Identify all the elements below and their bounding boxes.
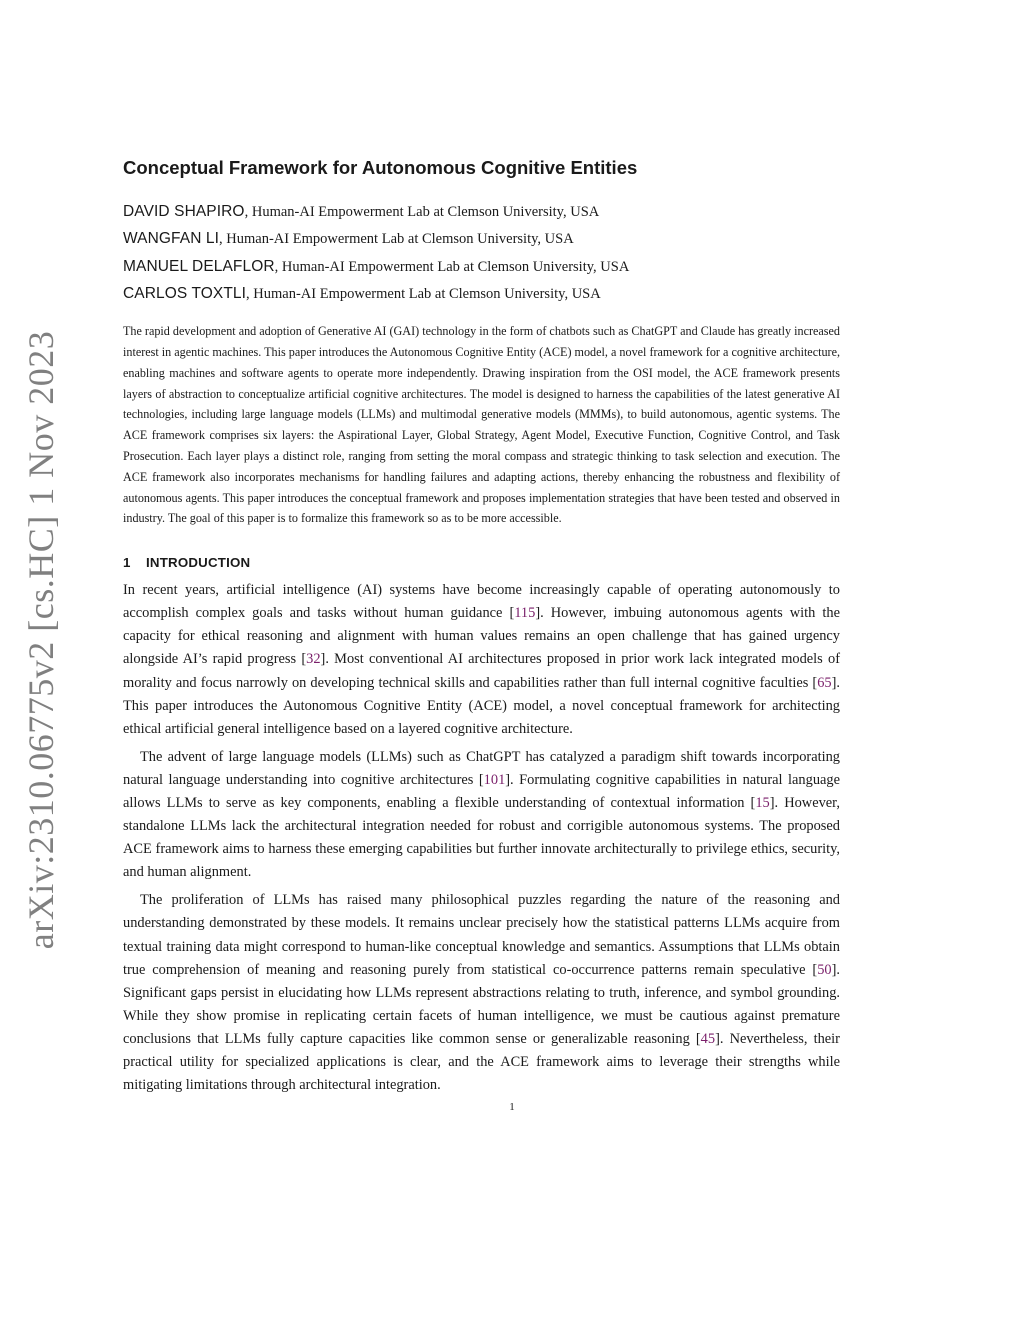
- author-name: CARLOS TOXTLI: [123, 284, 247, 302]
- author-entry: DAVID SHAPIRO, Human-AI Empowerment Lab at Clemson University, USA: [123, 203, 600, 220]
- citation-link[interactable]: 45: [700, 1030, 716, 1047]
- introduction-body: [123, 579, 840, 1097]
- citation-link[interactable]: 50: [817, 961, 832, 978]
- arxiv-identifier-stamp: arXiv:2310.06775v2 [cs.HC] 1 Nov 2023: [21, 330, 61, 950]
- author-entry: MANUEL DELAFLOR, Human-AI Empowerment Lab at Clemson University, USA: [123, 257, 630, 275]
- paragraph: In recent years, artificial intelligence (AI) systems have become increasingly capable of operating autonomously to accomplish complex goals and tasks without human guidance [115]. However, imbuing autonomous agents with the capacity for ethical reasoning and alignment with human values remains an open challenge that has gained urgency alongside AI’s rapid progress [32]. Most conventional AI architectures proposed in prior work lack integrated models of morality and focus narrowly on developing technical skills and capabilities rather than full internal cognitive faculties [65]. This paper introduces the Autonomous Cognitive Entity (ACE) model, a novel conceptual framework for architecting ethical artificial general intelligence based on a layered cognitive architecture.: [123, 582, 840, 737]
- author-entry: WANGFAN LI, Human-AI Empowerment Lab at Clemson University, USA: [123, 230, 574, 248]
- author-list: [123, 198, 840, 307]
- paragraph: The advent of large language models (LLMs) such as ChatGPT has catalyzed a paradigm shift towards incorporating natural language understanding into cognitive architectures [101]. Formulating cognitive capabilities in natural language allows LLMs to serve as key components, enabling a flexible understanding of contextual information [15]. However, standalone LLMs lack the architectural integration needed for robust and corrigible autonomous systems. The proposed ACE framework aims to harness these emerging capabilities but further innovate architecturally to privilege ethics, security, and human alignment.: [123, 748, 840, 881]
- author-affiliation: Human-AI Empowerment Lab at Clemson University, USA: [281, 258, 630, 275]
- citation-link[interactable]: 115: [514, 605, 536, 622]
- author-name: DAVID SHAPIRO: [123, 203, 245, 220]
- author-affiliation: Human-AI Empowerment Lab at Clemson University, USA: [253, 285, 601, 302]
- abstract: The rapid development and adoption of Generative AI (GAI) technology in the form of chatbots such as ChatGPT and Claude has greatly increased interest in agentic machines. This paper introduces the Autonomous Cognitive Entity (ACE) model, a novel framework for a cognitive architecture, enabling machines and software agents to operate more independently. Drawing inspiration from the OSI model, the ACE framework presents layers of abstraction to conceptualize artificial cognitive architectures. The model is designed to harness the capabilities of the latest generative AI technologies, including large language models (LLMs) and multimodal generative models (MMMs), to build autonomous, agentic systems. The ACE framework comprises six layers: the Aspirational Layer, Global Strategy, Agent Model, Executive Function, Cognitive Control, and Task Prosecution. Each layer plays a distinct role, ranging from setting the moral compass and strategic thinking to task selection and execution. The ACE framework also incorporates mechanisms for handling failures and adapting actions, thereby enhancing the robustness and flexibility of autonomous agents. This paper introduces the conceptual framework and proposes implementation strategies that have been tested and observed in industry. The goal of this paper is to formalize this framework so as to be more accessible.: [123, 324, 840, 526]
- citation-link[interactable]: 32: [306, 651, 321, 668]
- paragraph: The proliferation of LLMs has raised many philosophical puzzles regarding the nature of the reasoning and understanding demonstrated by these models. It remains unclear precisely how the statistical patterns LLMs acquire from textual training data might correspond to human-like conceptual knowledge and semantics. Assumptions that LLMs obtain true comprehension of meaning and reasoning purely from statistical co-occurrence patterns remain speculative [50]. Significant gaps persist in elucidating how LLMs represent abstractions relating to truth, inference, and symbol grounding. While they show promise in replicating certain facets of human intelligence, we must be cautious against premature conclusions that LLMs fully capture capacities like common sense or generalizable reasoning [45]. Nevertheless, their practical utility for specialized applications is clear, and the ACE framework aims to leverage their strengths while mitigating limitations through architectural integration.: [123, 892, 840, 1094]
- section-heading-introduction: [123, 553, 840, 573]
- paper-title: Conceptual Framework for Autonomous Cognitive Entities: [123, 157, 638, 178]
- author-name: WANGFAN LI: [123, 230, 220, 248]
- author-entry: CARLOS TOXTLI, Human-AI Empowerment Lab at Clemson University, USA: [123, 284, 601, 302]
- page-number: 1: [509, 1101, 515, 1113]
- paper-page: [123, 150, 840, 1097]
- author-affiliation: Human-AI Empowerment Lab at Clemson University, USA: [226, 231, 574, 248]
- citation-link[interactable]: 101: [483, 771, 506, 788]
- citation-link[interactable]: 15: [755, 795, 770, 811]
- section-number: 1: [123, 555, 131, 571]
- citation-link[interactable]: 65: [817, 674, 832, 691]
- section-title: INTRODUCTION: [146, 555, 251, 571]
- author-affiliation: Human-AI Empowerment Lab at Clemson University, USA: [251, 204, 600, 220]
- author-name: MANUEL DELAFLOR: [123, 257, 275, 275]
